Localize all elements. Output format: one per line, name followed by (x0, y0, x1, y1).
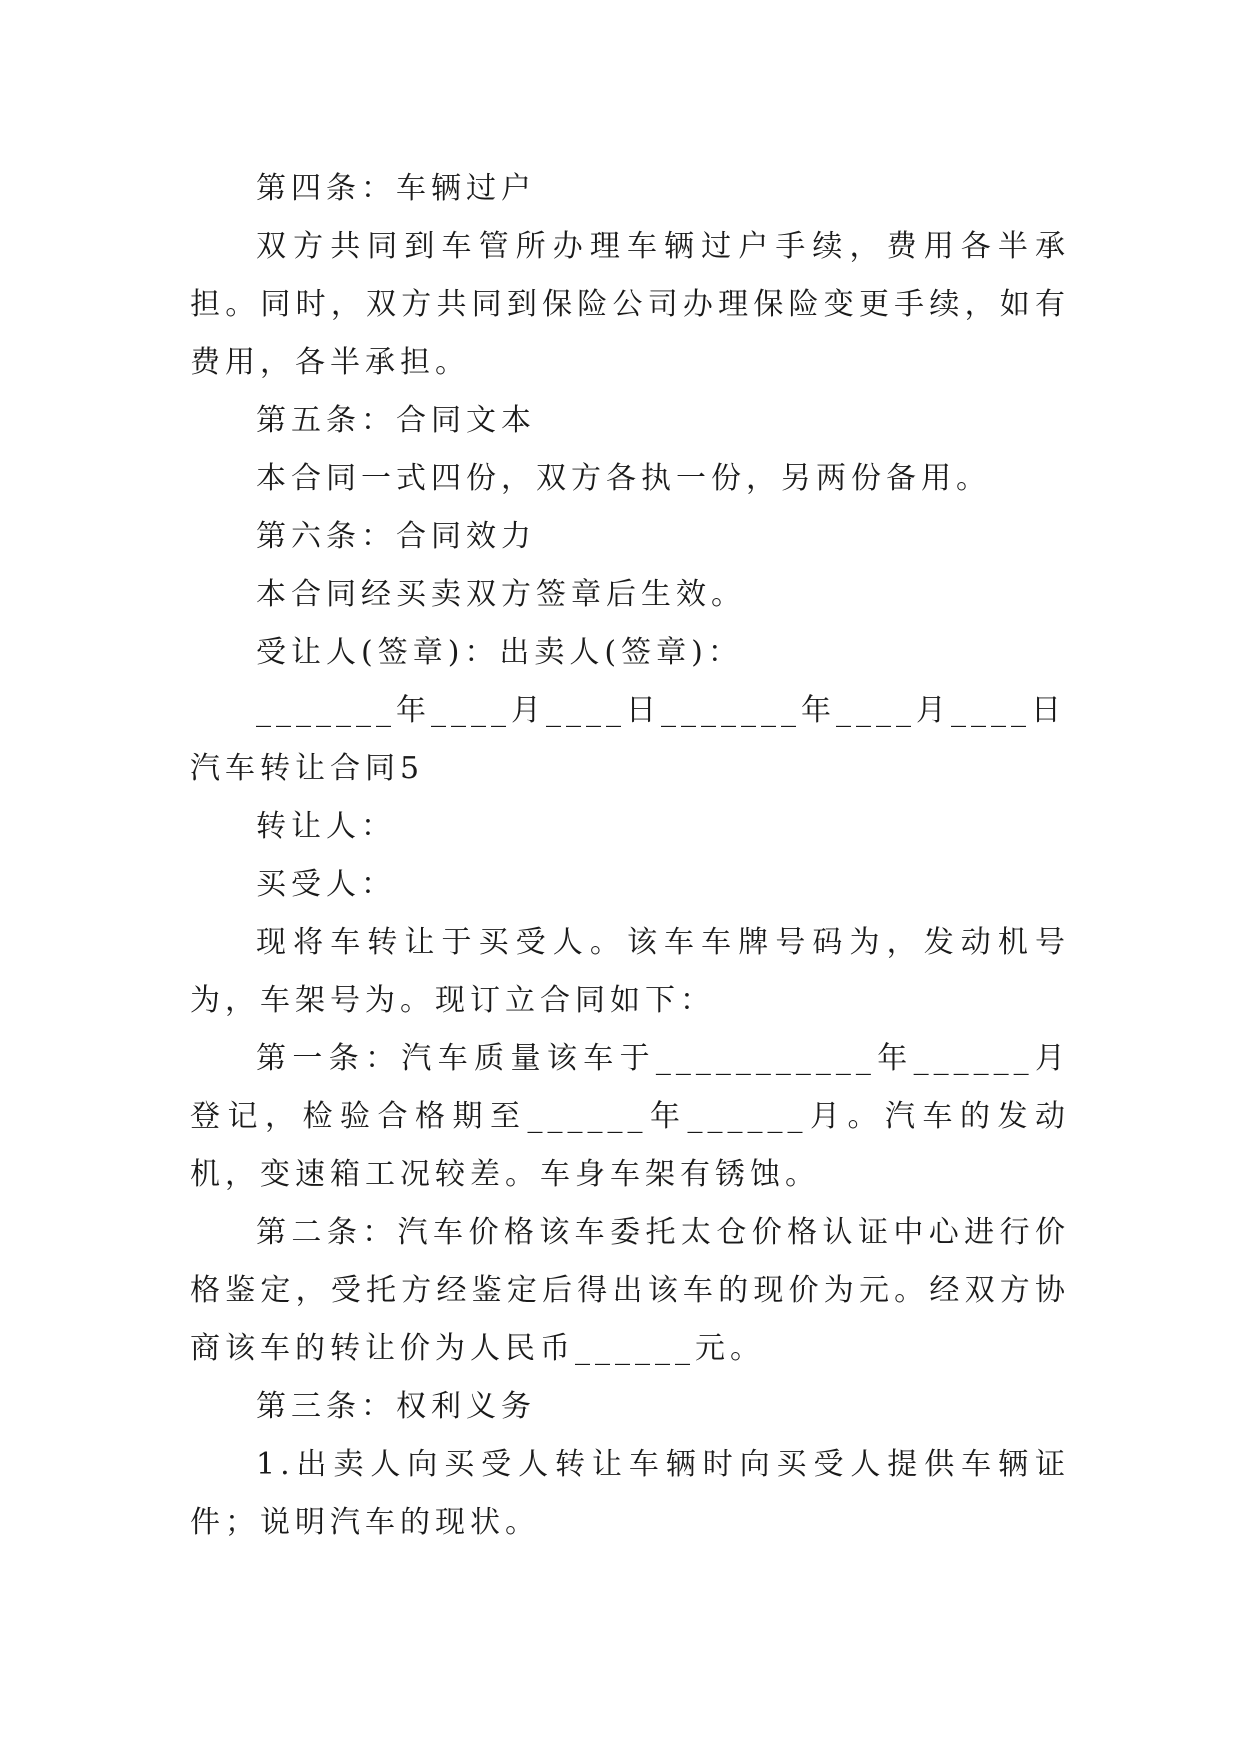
contract-5-title: 汽车转让合同5 (190, 751, 425, 786)
document-body (190, 160, 1070, 1552)
contract-5-article-3-item-1: 1.出卖人向买受人转让车辆时向买受人提供车辆证件；说明汽车的现状。 (190, 1447, 1070, 1540)
article-5-title: 第五条：合同文本 (256, 403, 536, 438)
contract-intro: 现将车转让于买受人。该车车牌号码为，发动机号为，车架号为。现订立合同如下： (190, 925, 1070, 1018)
date-line: _______年____月____日_______年____月____日 (256, 693, 1066, 728)
article-5-body: 本合同一式四份，双方各执一份，另两份备用。 (256, 461, 991, 496)
article-4-title: 第四条：车辆过户 (256, 171, 536, 206)
transferor-label: 转让人： (256, 809, 396, 844)
contract-5-article-1: 第一条：汽车质量该车于___________年______月登记，检验合格期至______年______月。汽车的发动机，变速箱工况较差。车身车架有锈蚀。 (190, 1041, 1070, 1192)
contract-5-article-3-title: 第三条：权利义务 (256, 1389, 536, 1424)
article-6-body: 本合同经买卖双方签章后生效。 (256, 577, 746, 612)
contract-5-article-2: 第二条：汽车价格该车委托太仓价格认证中心进行价格鉴定，受托方经鉴定后得出该车的现价为元。经双方协商该车的转让价为人民币______元。 (190, 1215, 1070, 1366)
signature-line: 受让人(签章)：出卖人(签章)： (256, 635, 743, 670)
article-6-title: 第六条：合同效力 (256, 519, 536, 554)
buyer-label: 买受人： (256, 867, 396, 902)
article-4-body: 双方共同到车管所办理车辆过户手续，费用各半承担。同时，双方共同到保险公司办理保险变更手续，如有费用，各半承担。 (190, 229, 1070, 380)
